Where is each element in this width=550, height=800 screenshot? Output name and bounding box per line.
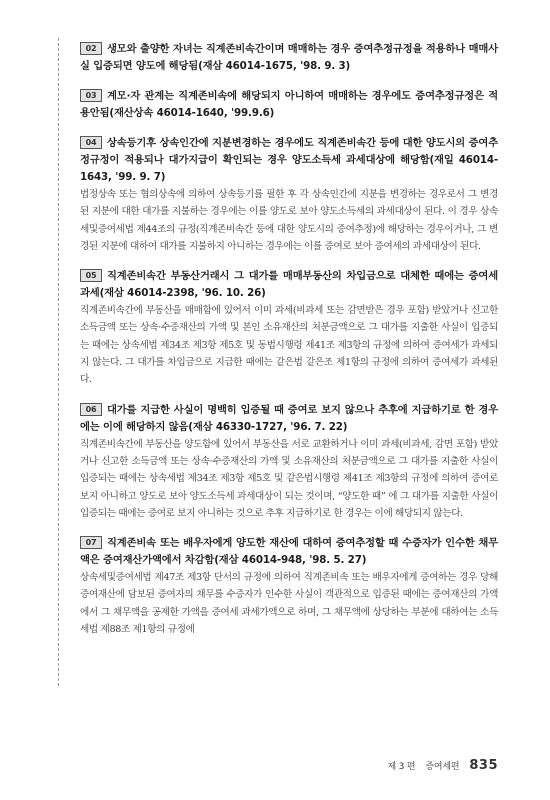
footer-part: 제 3 편 bbox=[387, 762, 416, 772]
section-number-badge: 06 bbox=[80, 403, 102, 416]
page-footer bbox=[388, 754, 498, 773]
section-heading-text: 계모·자 관계는 직계존비속에 해당되지 아니하여 매매하는 경우에도 증여추정규정은 적용안됨(재산상속 46014-1640, '99.9.6) bbox=[80, 90, 498, 119]
ruling-section bbox=[80, 135, 498, 255]
section-number-badge: 03 bbox=[80, 89, 102, 102]
section-heading bbox=[80, 268, 498, 302]
footer-chapter: 증여세편 bbox=[425, 762, 460, 772]
page-content bbox=[80, 41, 498, 651]
section-heading bbox=[80, 535, 498, 569]
section-number-badge: 02 bbox=[80, 42, 102, 55]
section-number-badge: 04 bbox=[80, 136, 102, 149]
section-heading-text: 대가를 지급한 사실이 명백히 입증될 때 증여로 보지 않으나 추후에 지급하기로 한 경우에는 이에 해당하지 않음(재삼 46330-1727, '96. 7. 22) bbox=[80, 403, 498, 433]
ruling-section bbox=[80, 268, 498, 388]
section-heading-text: 상속등기후 상속인간에 지분변경하는 경우에도 직계존비속간 등에 대한 양도시의 증여추정규정이 적용되나 대가지급이 확인되는 경우 양도소득세 과세대상에 해당함(재일 46014-1643, '99. 9. 7) bbox=[80, 137, 498, 183]
ruling-section bbox=[80, 535, 498, 638]
section-number-badge: 05 bbox=[80, 269, 102, 282]
section-heading-text: 생모와 출양한 자녀는 직계존비속간이며 매매하는 경우 증여추정규정을 적용하나 매매사실 입증되면 양도에 해당됨(재삼 46014-1675, '98. 9. 3) bbox=[80, 43, 498, 72]
section-number-badge: 07 bbox=[80, 536, 102, 549]
ruling-section bbox=[80, 41, 498, 75]
section-heading-text: 직계존비속간 부동산거래시 그 대가를 매매부동산의 차입금으로 대체한 때에는 증여세 과세(재삼 46014-2398, '96. 10. 26) bbox=[80, 270, 498, 300]
section-heading bbox=[80, 135, 498, 186]
section-heading bbox=[80, 88, 498, 122]
section-heading-text: 직계존비속 또는 배우자에게 양도한 재산에 대하여 증여추정할 때 수증자가 인수한 채무액은 증여재산가액에서 차감함(재삼 46014-948, '98. 5. 27) bbox=[80, 537, 498, 567]
ruling-section bbox=[80, 402, 498, 522]
section-heading bbox=[80, 41, 498, 75]
section-heading bbox=[80, 402, 498, 436]
page-number: 835 bbox=[469, 758, 498, 773]
section-body: 법정상속 또는 협의상속에 의하여 상속등기를 필한 후 각 상속인간에 지분을 변경하는 경우로서 그 변경된 지분에 대한 대가를 지불하는 경우에는 이를 양도로 보아 양도소득세의 과세대상이 된다. 이 경우 상속세및증여세법 제44조의 규정(직계존비속간 등에 대한 양도시의 증여추정)에 해당하는 경우이거나, 그 변경된 지분에 대하여 대가를 지불하지 아니하는 경우에는 이를 증여로 보아 증여세의 과세대상이 된다. bbox=[80, 189, 498, 252]
margin-divider bbox=[58, 38, 59, 686]
section-body: 상속세및증여세법 제47조 제3항 단서의 규정에 의하여 직계존비속 또는 배우자에게 증여하는 경우 당해 증여재산에 담보된 증여자의 채무를 수증자가 인수한 사실이 객관적으로 입증된 때에는 증여재산의 가액에서 그 채무액을 공제한 가액을 증여세 과세가액으로 하며, 그 채무액에 상당하는 부분에 대하여는 소득세법 제88조 제1항의 규정에 bbox=[80, 572, 498, 636]
section-body: 직계존비속간에 부동산을 매매함에 있어서 이미 과세(비과세 또는 감면받은 경우 포함) 받았거나 신고한 소득금액 또는 상속·수증재산의 가액 및 본인 소유재산의 처분금액으로 그 대가를 지출한 사실이 입증되는 때에는 상속세법 제34조 제3항 제5호 및 동법시행령 제41조 제3항의 규정에 의하여 증여세가 과세되지 않는다. 그 대가를 차입금으로 지급한 때에는 같은법 같은조 제1항의 규정에 의하여 증여세가 과세된다. bbox=[80, 305, 498, 386]
section-body: 직계존비속간에 부동산을 양도함에 있어서 부동산을 서로 교환하거나 이미 과세(비과세, 감면 포함) 받았거나 신고한 소득금액 또는 상속·수증재산의 가액 및 소유재산의 처분금액으로 그 대가를 지출한 사실이 입증되는 때에는 상속세법 제34조 제3항 제5호 및 같은법시행령 제41조 제3항의 규정에 의하여 증여로 보지 아니하고 양도로 보아 양도소득세 과세대상이 되는 것이며, “양도한 때” 에 그 대가를 지출한 사실이 입증되는 때에는 증여로 보지 아니하는 것으로 추후 지급하기로 한 경우는 이에 해당되지 않는다. bbox=[80, 438, 498, 519]
ruling-section bbox=[80, 88, 498, 122]
